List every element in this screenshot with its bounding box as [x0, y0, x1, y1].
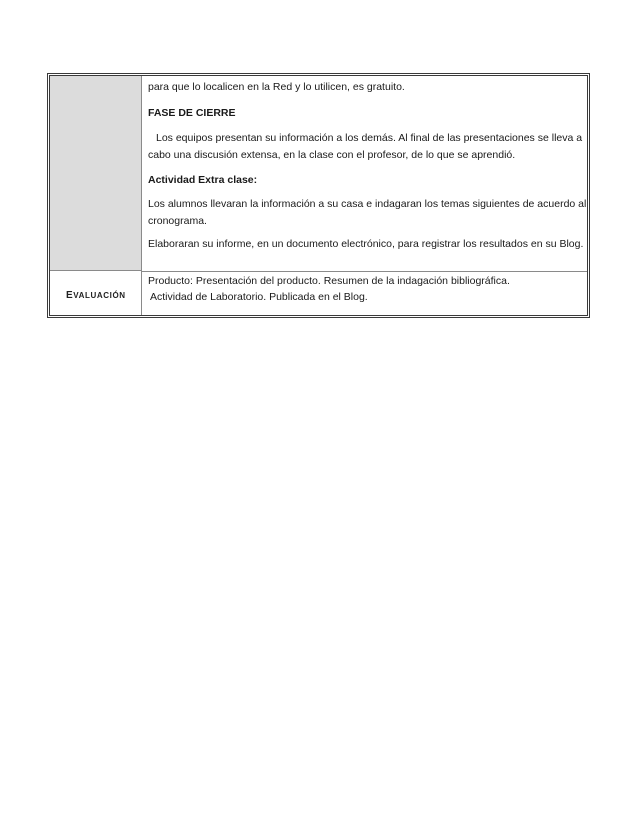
fase-cierre-heading: FASE DE CIERRE [148, 107, 236, 119]
actividad-text-2: Elaboraran su informe, en un documento electrónico, para registrar los resultados en su Blog. [148, 238, 584, 250]
actividad-heading: Actividad Extra clase: [148, 174, 258, 186]
label-cell-shaded [50, 76, 141, 271]
evaluacion-label: EVALUACIÓN [66, 290, 126, 301]
content-table [47, 73, 590, 318]
fase-cierre-text: Los equipos presentan su información a los demás. Al final de las presentaciones se lleva a cabo una discusión extensa, en la clase con el profesor, de lo que se aprendió. [148, 132, 583, 161]
actividad-text-1: Los alumnos llevaran la información a su casa e indagaran los temas siguientes de acuerdo al cronograma. [148, 198, 587, 227]
evaluacion-line-1: Producto: Presentación del producto. Resumen de la indagación bibliográfica. [148, 275, 510, 287]
evaluacion-line-2: Actividad de Laboratorio. Publicada en el Blog. [150, 291, 368, 303]
label-column [50, 76, 142, 315]
row-divider [142, 271, 587, 272]
intro-line: para que lo localicen en la Red y lo utilicen, es gratuito. [148, 81, 405, 93]
